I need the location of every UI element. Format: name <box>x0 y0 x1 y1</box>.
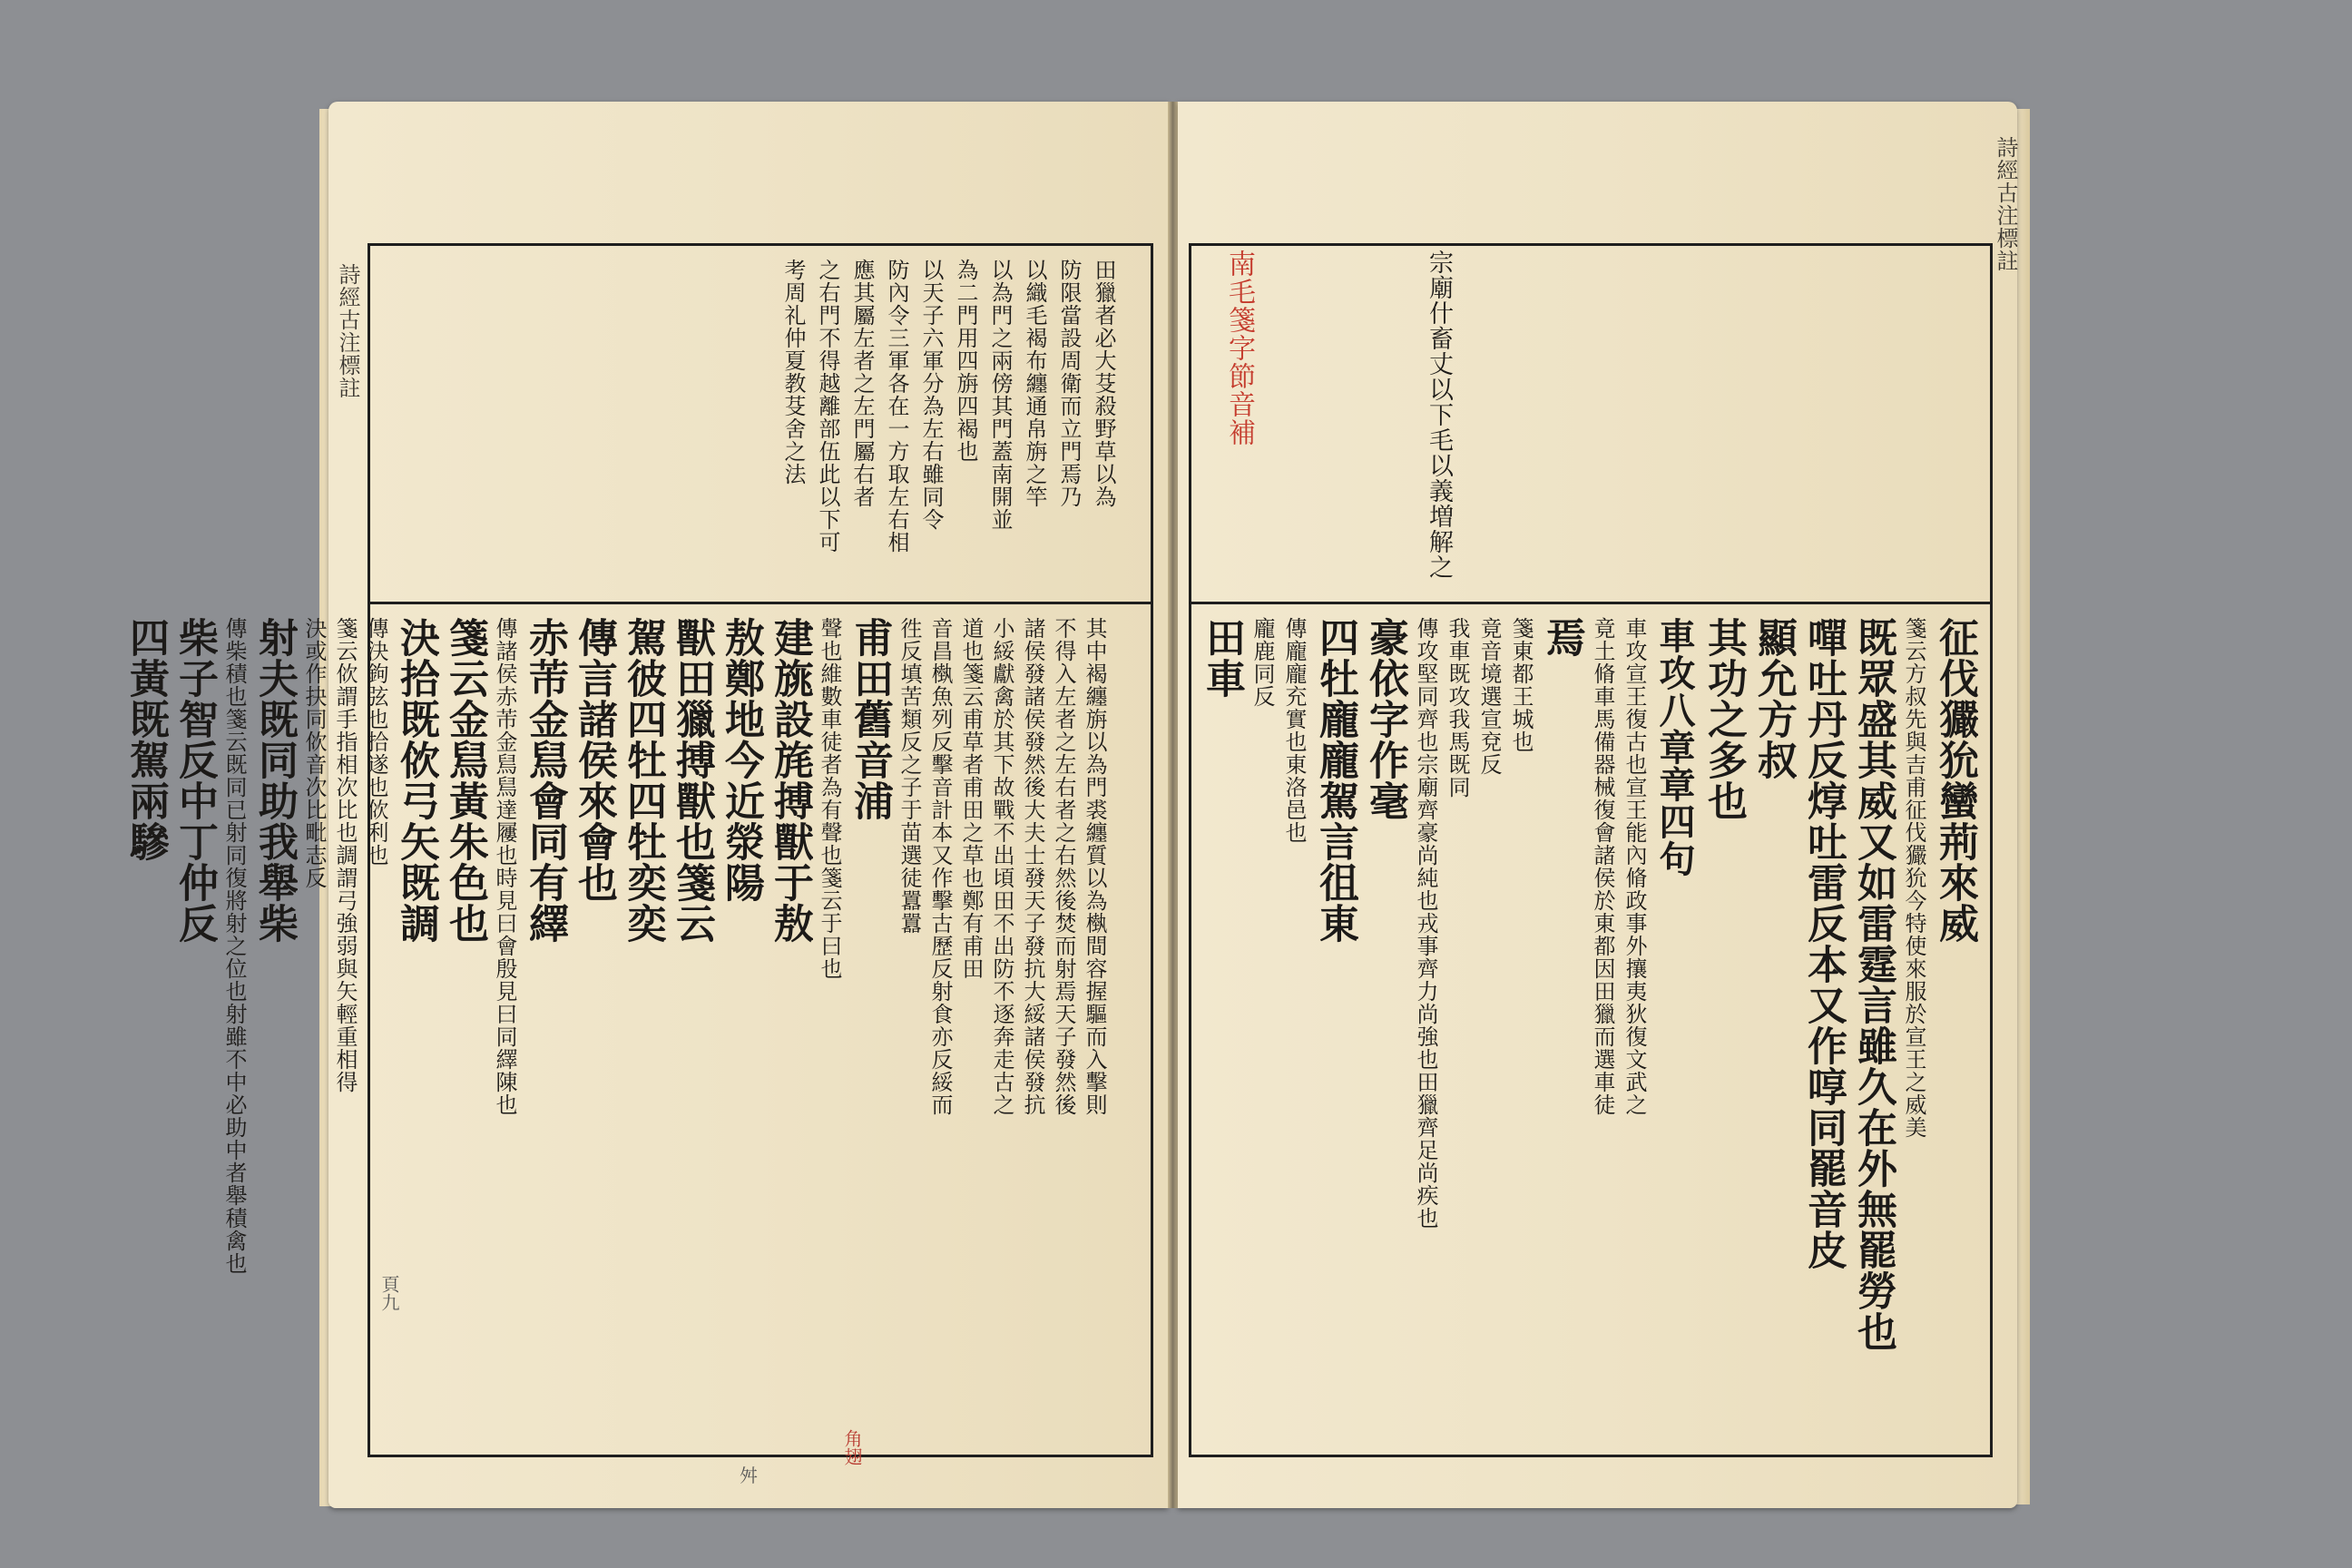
left-footer-b: 角翅 <box>841 1429 863 1465</box>
left-text-column: 射夫既同助我舉柴 <box>251 617 298 944</box>
text-column: 之右門不得越離部伍此以下可 <box>815 259 840 554</box>
left-text-column: 傳諸侯赤芾金舃舃達屨也時見曰會殷見曰同繹陳也 <box>492 617 517 1116</box>
right-text-column: 其功之多也 <box>1700 617 1747 821</box>
left-margin-title: 詩經古注標註 <box>335 263 360 399</box>
left-text-column: 箋云金舃黃朱色也 <box>442 617 488 944</box>
right-text-column: 傳攻堅同齊也宗廟齊豪尚純也戎事齊力尚強也田獵齊足尚疾也 <box>1413 617 1438 1230</box>
left-text-column: 不得入左者之左右者之右然後焚而射焉天子發然後 <box>1051 617 1076 1116</box>
right-text-column: 傳龐龐充實也東洛邑也 <box>1281 617 1307 844</box>
book-gutter <box>1168 102 1178 1508</box>
right-text-column: 焉 <box>1539 617 1585 658</box>
left-text-column: 音昌槸魚列反擊音計本又作擊古歷反射食亦反綏而 <box>927 617 953 1116</box>
right-text-column: 征伐玁狁蠻荊來威 <box>1932 617 1978 944</box>
left-fold-mark: 頁九 <box>378 1275 400 1311</box>
left-text-column: 決拾既佽弓矢既調 <box>393 617 439 944</box>
right-text-column: 我車既攻我馬既同 <box>1445 617 1470 799</box>
left-text-column: 赤芾金舃會同有繹 <box>522 617 568 944</box>
left-text-column: 徃反填苦類反之子于苗選徒囂囂 <box>897 617 922 935</box>
left-text-column: 甫田舊音浦 <box>847 617 893 821</box>
left-text-column: 傳柴積也箋云既同已射同復將射之位也射雖不中必助中者舉積禽也 <box>221 617 247 1275</box>
left-text-column: 駕彼四牡四牡奕奕 <box>620 617 666 944</box>
text-column: 為二門用四旃四褐也 <box>953 259 978 463</box>
right-text-column: 車攻宣王復古也宣王能內脩政事外攘夷狄復文武之 <box>1622 617 1647 1116</box>
left-text-column: 諸侯發諸侯發然後大夫士發天子發抗大綏諸侯發抗 <box>1020 617 1045 1116</box>
text-column: 防限當設周衛而立門焉乃 <box>1056 259 1082 508</box>
right-text-column: 箋云方叔先與吉甫征伐玁狁今特使來服於宣王之威美 <box>1901 617 1926 1139</box>
left-page-divider <box>368 602 1151 604</box>
left-text-column: 獸田獵搏獸也箋云 <box>669 617 715 944</box>
top-note: 宗廟什畜丈以下毛以義増解之 <box>1425 250 1453 580</box>
left-footer-a: 舛 <box>740 1465 758 1486</box>
right-margin-title: 詩經古注標註 <box>1993 136 2018 272</box>
red-annotation: 南毛箋字節音補 <box>1223 250 1255 446</box>
text-column: 以天子六軍分為左右雖同令 <box>918 259 944 531</box>
left-text-column: 建旐設旄搏獸于敖 <box>767 617 813 944</box>
text-column: 防內令三軍各在一方取左右相 <box>884 259 909 554</box>
left-text-column: 柴子智反中丁仲反 <box>172 617 218 944</box>
left-text-column: 傳言諸侯來會也 <box>571 617 617 903</box>
text-column: 考周礼仲夏教芟舍之法 <box>780 259 806 485</box>
right-page-divider <box>1189 602 1990 604</box>
left-text-column: 傳決鉤弦也拾遂也佽利也 <box>363 617 388 867</box>
right-text-column: 田車 <box>1199 617 1245 699</box>
text-column: 以織毛褐布纏通帛旃之竿 <box>1022 259 1047 508</box>
right-text-column: 四牡龐龐駕言徂東 <box>1312 617 1358 944</box>
right-text-column: 竟土脩車馬備器械復會諸侯於東都因田獵而選車徒 <box>1590 617 1615 1116</box>
left-text-column: 小綏獻禽於其下故戰不出頃田不出防不逐奔走古之 <box>989 617 1014 1116</box>
right-text-column: 顯允方叔 <box>1750 617 1797 780</box>
right-text-column: 豪依字作毫 <box>1362 617 1408 821</box>
left-text-column: 決或作抉同佽音次比毗志反 <box>301 617 327 889</box>
right-text-column: 嘽吐丹反焞吐雷反本又作啍同罷音皮 <box>1800 617 1847 1270</box>
text-column: 田獵者必大芟殺野草以為 <box>1091 259 1116 508</box>
left-text-column: 敖鄭地今近滎陽 <box>718 617 764 903</box>
text-column: 應其屬左者之左門屬右者 <box>849 259 875 508</box>
right-text-column: 既眾盛其威又如雷霆言雖久在外無罷勞也 <box>1850 617 1896 1352</box>
text-column: 以為門之兩傍其門蓋南開並 <box>987 259 1013 531</box>
left-text-column: 道也箋云甫草者甫田之草也鄭有甫田 <box>958 617 984 980</box>
right-text-column: 竟音境選宣兗反 <box>1476 617 1502 776</box>
left-text-column: 其中褐纏旃以為門裘纏質以為槸間容握驅而入擊則 <box>1082 617 1107 1116</box>
left-text-column: 聲也維數車徒者為有聲也箋云于曰也 <box>817 617 842 980</box>
right-text-column: 車攻八章章四句 <box>1653 617 1696 877</box>
left-text-column: 四黃既駕兩驂 <box>122 617 169 862</box>
right-text-column: 箋東都王城也 <box>1508 617 1534 753</box>
left-text-column: 箋云佽謂手指相次比也調謂弓強弱與矢輕重相得 <box>332 617 358 1093</box>
right-text-column: 龐鹿同反 <box>1250 617 1275 708</box>
